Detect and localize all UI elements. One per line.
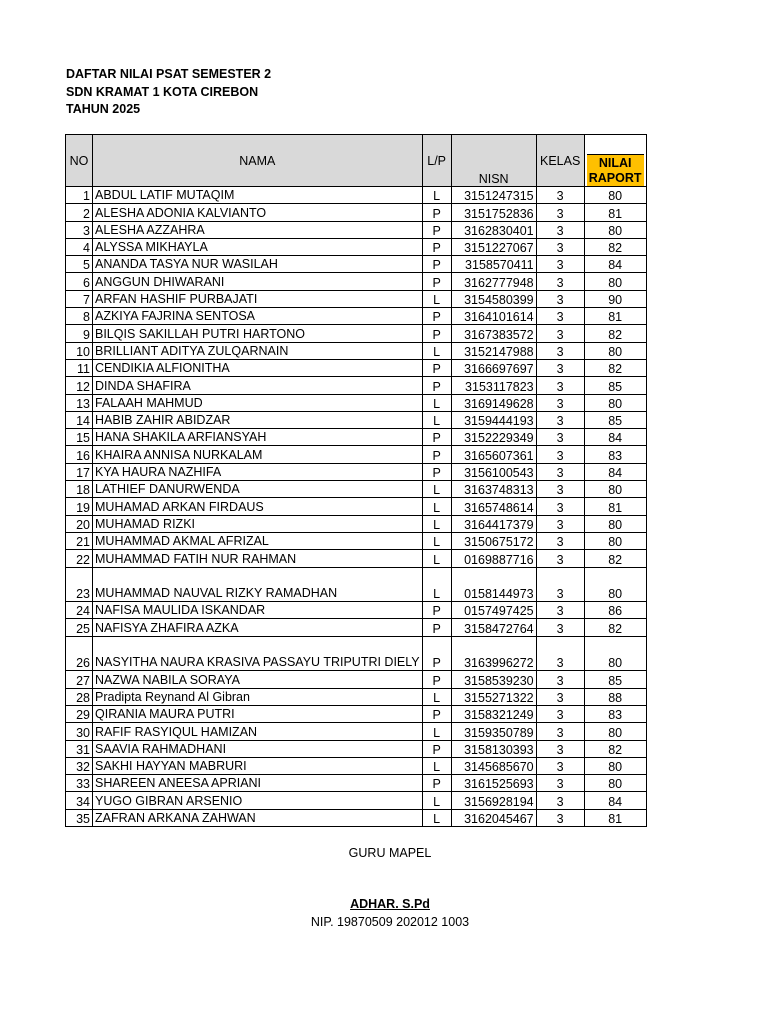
- cell-no: 15: [66, 429, 93, 446]
- table-row: [66, 429, 647, 446]
- cell-nama: ALESHA ADONIA KALVIANTO: [93, 204, 423, 221]
- cell-nama: MUHAMMAD FATIH NUR RAHMAN: [93, 550, 423, 567]
- cell-no: 8: [66, 308, 93, 325]
- cell-kelas: 3: [536, 619, 584, 636]
- cell-nama: QIRANIA MAURA PUTRI: [93, 705, 423, 722]
- cell-nama: SAKHI HAYYAN MABRURI: [93, 757, 423, 774]
- signature-name: ADHAR. S.Pd: [350, 897, 430, 911]
- table-row: [66, 532, 647, 549]
- cell-no: 25: [66, 619, 93, 636]
- cell-nama: FALAAH MAHMUD: [93, 394, 423, 411]
- cell-nilai: 80: [584, 515, 646, 532]
- cell-no: 9: [66, 325, 93, 342]
- table-row: [66, 688, 647, 705]
- cell-kelas: 3: [536, 757, 584, 774]
- cell-lp: L: [422, 567, 451, 602]
- table-row: [66, 723, 647, 740]
- cell-lp: P: [422, 377, 451, 394]
- cell-no: 17: [66, 463, 93, 480]
- cell-kelas: 3: [536, 498, 584, 515]
- header-nilai-raport: [584, 135, 646, 187]
- table-row: [66, 238, 647, 255]
- cell-kelas: 3: [536, 359, 584, 376]
- cell-nilai: 80: [584, 342, 646, 359]
- table-row: [66, 187, 647, 204]
- nilai-label-line-2: RAPORT: [588, 171, 642, 185]
- cell-nilai: 80: [584, 187, 646, 204]
- table-row: [66, 775, 647, 792]
- nilai-label-line-1: NILAI: [598, 156, 632, 170]
- cell-kelas: 3: [536, 273, 584, 290]
- cell-kelas: 3: [536, 740, 584, 757]
- cell-nama: NAFISA MAULIDA ISKANDAR: [93, 602, 423, 619]
- table-row: [66, 273, 647, 290]
- cell-no: 7: [66, 290, 93, 307]
- cell-no: 32: [66, 757, 93, 774]
- cell-nisn: 3150675172: [451, 532, 536, 549]
- cell-kelas: 3: [536, 602, 584, 619]
- cell-lp: P: [422, 740, 451, 757]
- cell-nama: YUGO GIBRAN ARSENIO: [93, 792, 423, 809]
- cell-no: 14: [66, 411, 93, 428]
- grades-table: [65, 134, 647, 827]
- cell-nisn: 3161525693: [451, 775, 536, 792]
- cell-nisn: 3162830401: [451, 221, 536, 238]
- cell-lp: L: [422, 498, 451, 515]
- signature-nip: NIP. 19870509 202012 1003: [310, 915, 470, 929]
- cell-nilai: 83: [584, 446, 646, 463]
- document-title: [66, 66, 271, 119]
- cell-kelas: 3: [536, 446, 584, 463]
- cell-nisn: 3155271322: [451, 688, 536, 705]
- table-row: [66, 359, 647, 376]
- cell-nisn: 0158144973: [451, 567, 536, 602]
- table-row: [66, 567, 647, 602]
- cell-nilai: 80: [584, 775, 646, 792]
- cell-kelas: 3: [536, 377, 584, 394]
- cell-kelas: 3: [536, 532, 584, 549]
- cell-nama: HABIB ZAHIR ABIDZAR: [93, 411, 423, 428]
- cell-nisn: 3151247315: [451, 187, 536, 204]
- cell-no: 11: [66, 359, 93, 376]
- header-kelas: KELAS: [536, 135, 584, 187]
- cell-nilai: 82: [584, 325, 646, 342]
- cell-kelas: 3: [536, 636, 584, 671]
- table-row: [66, 221, 647, 238]
- cell-nisn: 3154580399: [451, 290, 536, 307]
- cell-kelas: 3: [536, 411, 584, 428]
- cell-no: 34: [66, 792, 93, 809]
- cell-lp: L: [422, 532, 451, 549]
- table-row: [66, 809, 647, 826]
- cell-nama: SAAVIA RAHMADHANI: [93, 740, 423, 757]
- cell-no: 12: [66, 377, 93, 394]
- cell-lp: L: [422, 688, 451, 705]
- cell-kelas: 3: [536, 308, 584, 325]
- cell-nisn: 3156100543: [451, 463, 536, 480]
- table-row: [66, 394, 647, 411]
- nilai-raport-label: [587, 154, 644, 186]
- table-row: [66, 705, 647, 722]
- cell-lp: P: [422, 204, 451, 221]
- cell-nama: KHAIRA ANNISA NURKALAM: [93, 446, 423, 463]
- cell-lp: L: [422, 550, 451, 567]
- title-line-2: SDN KRAMAT 1 KOTA CIREBON: [66, 84, 259, 99]
- cell-no: 21: [66, 532, 93, 549]
- cell-nilai: 85: [584, 411, 646, 428]
- table-row: [66, 256, 647, 273]
- cell-nama: SHAREEN ANEESA APRIANI: [93, 775, 423, 792]
- cell-nisn: 3158539230: [451, 671, 536, 688]
- cell-no: 6: [66, 273, 93, 290]
- cell-kelas: 3: [536, 221, 584, 238]
- cell-no: 24: [66, 602, 93, 619]
- table-row: [66, 342, 647, 359]
- cell-kelas: 3: [536, 463, 584, 480]
- cell-nama: ANANDA TASYA NUR WASILAH: [93, 256, 423, 273]
- header-lp: L/P: [422, 135, 451, 187]
- cell-nilai: 80: [584, 723, 646, 740]
- cell-nilai: 80: [584, 757, 646, 774]
- cell-lp: P: [422, 463, 451, 480]
- cell-nilai: 83: [584, 705, 646, 722]
- cell-no: 3: [66, 221, 93, 238]
- cell-kelas: 3: [536, 238, 584, 255]
- cell-nama: BRILLIANT ADITYA ZULQARNAIN: [93, 342, 423, 359]
- cell-lp: P: [422, 619, 451, 636]
- table-row: [66, 498, 647, 515]
- cell-no: 29: [66, 705, 93, 722]
- cell-no: 5: [66, 256, 93, 273]
- table-row: [66, 757, 647, 774]
- cell-no: 28: [66, 688, 93, 705]
- cell-nama: MUHAMAD RIZKI: [93, 515, 423, 532]
- cell-no: 22: [66, 550, 93, 567]
- cell-lp: P: [422, 308, 451, 325]
- cell-nilai: 84: [584, 463, 646, 480]
- cell-lp: P: [422, 221, 451, 238]
- cell-nilai: 85: [584, 377, 646, 394]
- table-row: [66, 636, 647, 671]
- cell-nama: CENDIKIA ALFIONITHA: [93, 359, 423, 376]
- cell-nama: NAFISYA ZHAFIRA AZKA: [93, 619, 423, 636]
- cell-nama: AZKIYA FAJRINA SENTOSA: [93, 308, 423, 325]
- table-row: [66, 204, 647, 221]
- cell-lp: L: [422, 515, 451, 532]
- cell-nama: ALYSSA MIKHAYLA: [93, 238, 423, 255]
- cell-no: 20: [66, 515, 93, 532]
- cell-kelas: 3: [536, 204, 584, 221]
- table-row: [66, 619, 647, 636]
- cell-nisn: 0169887716: [451, 550, 536, 567]
- cell-kelas: 3: [536, 515, 584, 532]
- cell-nilai: 80: [584, 394, 646, 411]
- cell-nama: MUHAMMAD NAUVAL RIZKY RAMADHAN: [93, 567, 423, 602]
- cell-nama: LATHIEF DANURWENDA: [93, 481, 423, 498]
- cell-no: 31: [66, 740, 93, 757]
- cell-lp: L: [422, 481, 451, 498]
- cell-no: 4: [66, 238, 93, 255]
- cell-nilai: 81: [584, 809, 646, 826]
- table-row: [66, 671, 647, 688]
- cell-nisn: 3145685670: [451, 757, 536, 774]
- table-row: [66, 411, 647, 428]
- cell-kelas: 3: [536, 723, 584, 740]
- cell-lp: L: [422, 809, 451, 826]
- cell-kelas: 3: [536, 429, 584, 446]
- cell-no: 30: [66, 723, 93, 740]
- cell-nisn: 3162777948: [451, 273, 536, 290]
- cell-nisn: 3151752836: [451, 204, 536, 221]
- cell-nama: DINDA SHAFIRA: [93, 377, 423, 394]
- cell-no: 26: [66, 636, 93, 671]
- cell-kelas: 3: [536, 394, 584, 411]
- table-row: [66, 550, 647, 567]
- cell-kelas: 3: [536, 342, 584, 359]
- cell-nilai: 86: [584, 602, 646, 619]
- cell-no: 16: [66, 446, 93, 463]
- table-row: [66, 446, 647, 463]
- cell-no: 13: [66, 394, 93, 411]
- cell-nilai: 81: [584, 204, 646, 221]
- cell-nama: NASYITHA NAURA KRASIVA PASSAYU TRIPUTRI DIELY: [93, 636, 423, 671]
- cell-lp: L: [422, 290, 451, 307]
- cell-nilai: 80: [584, 273, 646, 290]
- cell-nama: Pradipta Reynand Al Gibran: [93, 688, 423, 705]
- cell-nisn: 3165748614: [451, 498, 536, 515]
- cell-no: 19: [66, 498, 93, 515]
- cell-lp: L: [422, 187, 451, 204]
- table-row: [66, 481, 647, 498]
- cell-lp: L: [422, 394, 451, 411]
- cell-lp: P: [422, 429, 451, 446]
- cell-no: 10: [66, 342, 93, 359]
- table-row: [66, 290, 647, 307]
- cell-nisn: 3159350789: [451, 723, 536, 740]
- table-row: [66, 325, 647, 342]
- cell-lp: P: [422, 238, 451, 255]
- cell-nisn: 3158472764: [451, 619, 536, 636]
- cell-nilai: 85: [584, 671, 646, 688]
- cell-no: 23: [66, 567, 93, 602]
- cell-nilai: 81: [584, 308, 646, 325]
- cell-lp: P: [422, 325, 451, 342]
- cell-nisn: 0157497425: [451, 602, 536, 619]
- cell-nisn: 3152229349: [451, 429, 536, 446]
- cell-kelas: 3: [536, 550, 584, 567]
- cell-lp: L: [422, 723, 451, 740]
- cell-nisn: 3163748313: [451, 481, 536, 498]
- cell-nisn: 3159444193: [451, 411, 536, 428]
- cell-nisn: 3153117823: [451, 377, 536, 394]
- cell-kelas: 3: [536, 290, 584, 307]
- title-line-1: DAFTAR NILAI PSAT SEMESTER 2: [66, 67, 272, 81]
- cell-nilai: 82: [584, 238, 646, 255]
- cell-nama: ALESHA AZZAHRA: [93, 221, 423, 238]
- cell-no: 18: [66, 481, 93, 498]
- cell-nilai: 82: [584, 550, 646, 567]
- cell-lp: P: [422, 775, 451, 792]
- cell-kelas: 3: [536, 481, 584, 498]
- cell-nisn: 3152147988: [451, 342, 536, 359]
- cell-lp: L: [422, 411, 451, 428]
- header-no: NO: [66, 135, 93, 187]
- cell-kelas: 3: [536, 325, 584, 342]
- cell-kelas: 3: [536, 775, 584, 792]
- cell-nama: ANGGUN DHIWARANI: [93, 273, 423, 290]
- cell-nilai: 80: [584, 532, 646, 549]
- cell-nisn: 3166697697: [451, 359, 536, 376]
- table-row: [66, 463, 647, 480]
- cell-nama: MUHAMAD ARKAN FIRDAUS: [93, 498, 423, 515]
- cell-nisn: 3156928194: [451, 792, 536, 809]
- cell-nilai: 82: [584, 359, 646, 376]
- cell-lp: P: [422, 636, 451, 671]
- cell-nisn: 3167383572: [451, 325, 536, 342]
- table-row: [66, 740, 647, 757]
- table-row: [66, 792, 647, 809]
- cell-lp: P: [422, 446, 451, 463]
- cell-nama: KYA HAURA NAZHIFA: [93, 463, 423, 480]
- cell-nisn: 3151227067: [451, 238, 536, 255]
- table-row: [66, 308, 647, 325]
- cell-nilai: 82: [584, 619, 646, 636]
- table-body: [66, 187, 647, 827]
- cell-nama: NAZWA NABILA SORAYA: [93, 671, 423, 688]
- cell-nilai: 90: [584, 290, 646, 307]
- header-nama: NAMA: [93, 135, 423, 187]
- cell-lp: L: [422, 757, 451, 774]
- cell-nisn: 3163996272: [451, 636, 536, 671]
- cell-nilai: 81: [584, 498, 646, 515]
- cell-nisn: 3158130393: [451, 740, 536, 757]
- cell-lp: P: [422, 602, 451, 619]
- cell-nisn: 3164417379: [451, 515, 536, 532]
- cell-nilai: 82: [584, 740, 646, 757]
- table-row: [66, 377, 647, 394]
- cell-kelas: 3: [536, 671, 584, 688]
- cell-nama: ARFAN HASHIF PURBAJATI: [93, 290, 423, 307]
- cell-kelas: 3: [536, 809, 584, 826]
- cell-nisn: 3162045467: [451, 809, 536, 826]
- cell-nilai: 88: [584, 688, 646, 705]
- cell-nisn: 3165607361: [451, 446, 536, 463]
- cell-nama: RAFIF RASYIQUL HAMIZAN: [93, 723, 423, 740]
- cell-no: 35: [66, 809, 93, 826]
- title-line-3: TAHUN 2025: [66, 102, 141, 116]
- cell-no: 1: [66, 187, 93, 204]
- cell-kelas: 3: [536, 792, 584, 809]
- cell-no: 33: [66, 775, 93, 792]
- cell-nama: ZAFRAN ARKANA ZAHWAN: [93, 809, 423, 826]
- cell-nilai: 80: [584, 481, 646, 498]
- cell-kelas: 3: [536, 187, 584, 204]
- cell-nama: HANA SHAKILA ARFIANSYAH: [93, 429, 423, 446]
- cell-no: 2: [66, 204, 93, 221]
- cell-kelas: 3: [536, 688, 584, 705]
- cell-nisn: 3158321249: [451, 705, 536, 722]
- cell-nilai: 80: [584, 221, 646, 238]
- cell-nilai: 80: [584, 567, 646, 602]
- cell-kelas: 3: [536, 705, 584, 722]
- cell-kelas: 3: [536, 567, 584, 602]
- cell-nilai: 80: [584, 636, 646, 671]
- cell-nama: MUHAMMAD AKMAL AFRIZAL: [93, 532, 423, 549]
- header-nisn: NISN: [451, 135, 536, 187]
- table-row: [66, 602, 647, 619]
- cell-nilai: 84: [584, 256, 646, 273]
- cell-lp: P: [422, 705, 451, 722]
- cell-no: 27: [66, 671, 93, 688]
- cell-lp: P: [422, 273, 451, 290]
- cell-lp: L: [422, 792, 451, 809]
- cell-nisn: 3164101614: [451, 308, 536, 325]
- cell-lp: P: [422, 256, 451, 273]
- cell-lp: L: [422, 342, 451, 359]
- cell-nilai: 84: [584, 792, 646, 809]
- table-row: [66, 515, 647, 532]
- cell-nisn: 3158570411: [451, 256, 536, 273]
- cell-lp: P: [422, 359, 451, 376]
- cell-lp: P: [422, 671, 451, 688]
- cell-kelas: 3: [536, 256, 584, 273]
- signature-role: GURU MAPEL: [348, 846, 432, 860]
- table-header-row: [66, 135, 647, 187]
- cell-nama: ABDUL LATIF MUTAQIM: [93, 187, 423, 204]
- cell-nisn: 3169149628: [451, 394, 536, 411]
- cell-nilai: 84: [584, 429, 646, 446]
- cell-nama: BILQIS SAKILLAH PUTRI HARTONO: [93, 325, 423, 342]
